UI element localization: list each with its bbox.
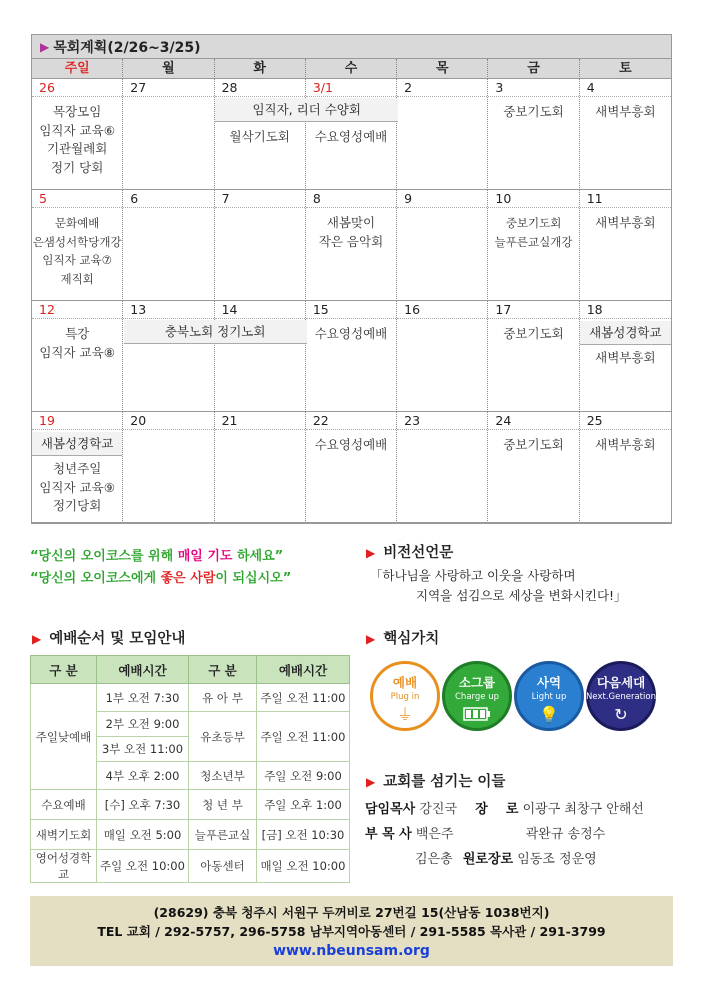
event-box: 새봄성경학교 bbox=[32, 432, 122, 456]
event-text: 임직자 교육⑥ bbox=[39, 122, 115, 138]
col-header: 구 분 bbox=[189, 656, 257, 684]
day-number: 22 bbox=[306, 412, 396, 430]
event-text: 중보기도회 bbox=[503, 104, 564, 119]
event-text: 새벽부흥회 bbox=[595, 350, 656, 365]
event-text: 작은 음악회 bbox=[318, 233, 384, 249]
prayer-slogans bbox=[30, 546, 291, 590]
event-span: 임직자, 리더 수양회 bbox=[215, 98, 398, 122]
event-text: 청년주일 bbox=[52, 461, 102, 476]
table-cell: 주일 오전 11:00 bbox=[257, 712, 350, 762]
calendar-title: 목회계획(2/26~3/25) bbox=[53, 39, 201, 56]
table-cell: 주일 오후 1:00 bbox=[257, 790, 350, 820]
col-header: 예배시간 bbox=[257, 656, 350, 684]
dow-sat: 토 bbox=[580, 59, 671, 79]
day-number: 14 bbox=[215, 301, 305, 319]
event-text: 기관월례회 bbox=[46, 141, 108, 156]
calendar-day-cell bbox=[32, 190, 123, 301]
calendar-day-cell bbox=[488, 190, 579, 301]
staff-row: 담임목사 강진국 장 로 이광구 최창구 안해선 bbox=[365, 802, 644, 817]
calendar-day-cell bbox=[32, 412, 123, 523]
day-number: 15 bbox=[306, 301, 396, 319]
calendar-day-cell bbox=[306, 301, 397, 412]
event-text: 정기당회 bbox=[52, 498, 102, 513]
dow-fri: 금 bbox=[488, 59, 579, 79]
day-number: 23 bbox=[397, 412, 487, 430]
day-number: 18 bbox=[580, 301, 671, 319]
event-text: 새봄맞이 bbox=[326, 215, 376, 230]
event-span: 충북노회 정기노회 bbox=[124, 320, 307, 344]
table-cell: 청 년 부 bbox=[189, 790, 257, 820]
table-cell: 청소년부 bbox=[189, 762, 257, 790]
calendar-day-cell bbox=[123, 301, 214, 412]
dow-sun: 주일 bbox=[32, 59, 123, 79]
day-number: 16 bbox=[397, 301, 487, 319]
event-text: 중보기도회 bbox=[505, 216, 562, 230]
day-number: 19 bbox=[32, 412, 122, 430]
event-text: 특강 bbox=[65, 326, 90, 341]
day-number: 28 bbox=[215, 79, 305, 97]
calendar-day-cell bbox=[580, 301, 671, 412]
table-cell: 3부 오전 11:00 bbox=[97, 737, 189, 762]
event-text: 제직회 bbox=[60, 271, 94, 286]
core-value-ministry: 사역 Light up 💡 bbox=[514, 661, 584, 731]
footer-contact bbox=[30, 896, 673, 966]
calendar-day-cell bbox=[215, 412, 306, 523]
dow-thu: 목 bbox=[397, 59, 488, 79]
event-text: 수요영성예배 bbox=[314, 326, 388, 341]
calendar-day-cell bbox=[123, 190, 214, 301]
table-cell: [수] 오후 7:30 bbox=[97, 790, 189, 820]
calendar-day-cell bbox=[123, 412, 214, 523]
day-number: 25 bbox=[580, 412, 671, 430]
day-number: 26 bbox=[32, 79, 122, 97]
event-text: 임직자 교육⑨ bbox=[39, 479, 115, 495]
table-cell: 4부 오후 2:00 bbox=[97, 762, 189, 790]
slogan-line-1: “당신의 오이코스를 위해 매일 기도 하세요” bbox=[30, 549, 284, 564]
event-text: 정기 당회 bbox=[51, 159, 104, 175]
worship-table bbox=[30, 655, 350, 883]
sunday-service-label: 주일낮예배 bbox=[31, 684, 97, 790]
event-text: 새벽부흥회 bbox=[595, 437, 656, 452]
triangle-bullet-icon: ▶ bbox=[366, 546, 376, 560]
monthly-calendar bbox=[31, 34, 672, 524]
calendar-day-cell bbox=[580, 79, 671, 190]
core-values-heading: ▶ 핵심가치 bbox=[366, 631, 440, 647]
calendar-title-bar bbox=[32, 35, 671, 59]
event-text: 수요영성예배 bbox=[314, 129, 388, 144]
day-number: 7 bbox=[215, 190, 305, 208]
event-text: 임직자 교육⑧ bbox=[39, 344, 115, 360]
refresh-icon: ↻ bbox=[614, 705, 628, 724]
event-text: 수요영성예배 bbox=[314, 437, 388, 452]
table-cell: 주일 오전 10:00 bbox=[97, 850, 189, 883]
calendar-day-cell bbox=[488, 79, 579, 190]
calendar-day-cell bbox=[580, 190, 671, 301]
vision-heading: ▶ 비전선언문 bbox=[366, 545, 454, 561]
calendar-day-cell bbox=[488, 412, 579, 523]
calendar-day-cell bbox=[306, 79, 397, 190]
day-number: 13 bbox=[123, 301, 213, 319]
staff-row: 부 목 사 백은주 곽완규 송정수 bbox=[365, 827, 606, 842]
calendar-day-cell bbox=[397, 190, 488, 301]
calendar-grid bbox=[32, 59, 671, 79]
staff-list bbox=[365, 797, 644, 872]
table-cell: 새벽기도회 bbox=[31, 820, 97, 850]
footer-website-link[interactable]: www.nbeunsam.org bbox=[273, 943, 430, 959]
table-cell: [금] 오전 10:30 bbox=[257, 820, 350, 850]
footer-phones: TEL 교회 / 292-5757, 296-5758 남부지역아동센터 / 291-5585 목사관 / 291-3799 bbox=[97, 924, 606, 939]
slogan-line-2: “당신의 오이코스에게 좋은 사람이 되십시오” bbox=[30, 571, 292, 586]
event-text: 목장모임 bbox=[52, 104, 102, 119]
table-cell: 2부 오전 9:00 bbox=[97, 712, 189, 737]
event-box: 새봄성경학교 bbox=[580, 321, 671, 345]
calendar-day-cell bbox=[306, 412, 397, 523]
col-header: 구 분 bbox=[31, 656, 97, 684]
day-number: 8 bbox=[306, 190, 396, 208]
triangle-bullet-icon: ▶ bbox=[40, 39, 50, 54]
staff-row: 김은총 원로장로 임동조 정운영 bbox=[415, 852, 597, 867]
day-number: 3/1 bbox=[306, 79, 396, 97]
table-cell: 매일 오전 5:00 bbox=[97, 820, 189, 850]
calendar-day-cell bbox=[580, 412, 671, 523]
day-number: 2 bbox=[397, 79, 487, 97]
table-cell: 주일 오전 9:00 bbox=[257, 762, 350, 790]
calendar-day-cell bbox=[397, 79, 488, 190]
day-number: 27 bbox=[123, 79, 213, 97]
worship-heading: ▶ 예배순서 및 모임안내 bbox=[32, 631, 186, 647]
calendar-day-cell bbox=[397, 301, 488, 412]
dow-mon: 월 bbox=[123, 59, 214, 79]
table-cell: 늘푸른교실 bbox=[189, 820, 257, 850]
day-number: 11 bbox=[580, 190, 671, 208]
calendar-day-cell bbox=[215, 190, 306, 301]
calendar-day-cell bbox=[32, 301, 123, 412]
calendar-day-cell bbox=[306, 190, 397, 301]
day-number: 6 bbox=[123, 190, 213, 208]
core-value-worship: 예배 Plug in ⏚ bbox=[370, 661, 440, 731]
staff-heading: ▶ 교회를 섬기는 이들 bbox=[366, 774, 506, 790]
day-number: 21 bbox=[215, 412, 305, 430]
event-text: 중보기도회 bbox=[503, 326, 564, 341]
dow-tue: 화 bbox=[215, 59, 306, 79]
triangle-bullet-icon: ▶ bbox=[366, 775, 376, 789]
event-text: 은샘성서학당개강 bbox=[32, 234, 122, 249]
day-number: 12 bbox=[32, 301, 122, 319]
event-text: 늘푸른교실개강 bbox=[494, 234, 573, 249]
core-value-smallgroup: 소그룹 Charge up bbox=[442, 661, 512, 731]
day-number: 5 bbox=[32, 190, 122, 208]
table-cell: 매일 오전 10:00 bbox=[257, 850, 350, 883]
event-text: 임직자 교육⑦ bbox=[42, 253, 112, 267]
col-header: 예배시간 bbox=[97, 656, 189, 684]
event-text: 새벽부흥회 bbox=[595, 215, 656, 230]
table-cell: 수요예배 bbox=[31, 790, 97, 820]
day-number: 3 bbox=[488, 79, 578, 97]
calendar-day-cell bbox=[488, 301, 579, 412]
dow-wed: 수 bbox=[306, 59, 397, 79]
day-number: 4 bbox=[580, 79, 671, 97]
day-number: 20 bbox=[123, 412, 213, 430]
event-text: 중보기도회 bbox=[503, 437, 564, 452]
day-number: 9 bbox=[397, 190, 487, 208]
event-text: 새벽부흥회 bbox=[595, 104, 656, 119]
triangle-bullet-icon: ▶ bbox=[32, 632, 42, 646]
vision-statement: 「하나님을 사랑하고 이웃을 사랑하며 지역을 섬김으로 세상을 변화시킨다!」 bbox=[370, 568, 627, 603]
event-text: 월삭기도회 bbox=[229, 129, 290, 144]
calendar-day-cell bbox=[215, 301, 306, 412]
day-number: 17 bbox=[488, 301, 578, 319]
table-cell: 아동센터 bbox=[189, 850, 257, 883]
table-cell: 유초등부 bbox=[189, 712, 257, 762]
calendar-day-cell bbox=[32, 79, 123, 190]
calendar-day-cell bbox=[123, 79, 214, 190]
calendar-day-cell bbox=[215, 79, 306, 190]
battery-icon bbox=[463, 707, 491, 724]
triangle-bullet-icon: ▶ bbox=[366, 632, 376, 646]
table-cell: 유 아 부 bbox=[189, 684, 257, 712]
event-text: 문화예배 bbox=[54, 216, 100, 230]
calendar-weeks bbox=[32, 79, 671, 523]
table-cell: 주일 오전 11:00 bbox=[257, 684, 350, 712]
bulb-icon: 💡 bbox=[539, 705, 559, 724]
table-cell: 영어성경학교 bbox=[31, 850, 97, 883]
footer-address: (28629) 충북 청주시 서원구 두꺼비로 27번길 15(산남동 1038번지) bbox=[153, 905, 550, 920]
plug-icon: ⏚ bbox=[396, 705, 413, 724]
day-number: 10 bbox=[488, 190, 578, 208]
table-cell: 1부 오전 7:30 bbox=[97, 684, 189, 712]
day-number: 24 bbox=[488, 412, 578, 430]
core-value-nextgen: 다음세대 Next.Generation ↻ bbox=[586, 661, 656, 731]
calendar-day-cell bbox=[397, 412, 488, 523]
